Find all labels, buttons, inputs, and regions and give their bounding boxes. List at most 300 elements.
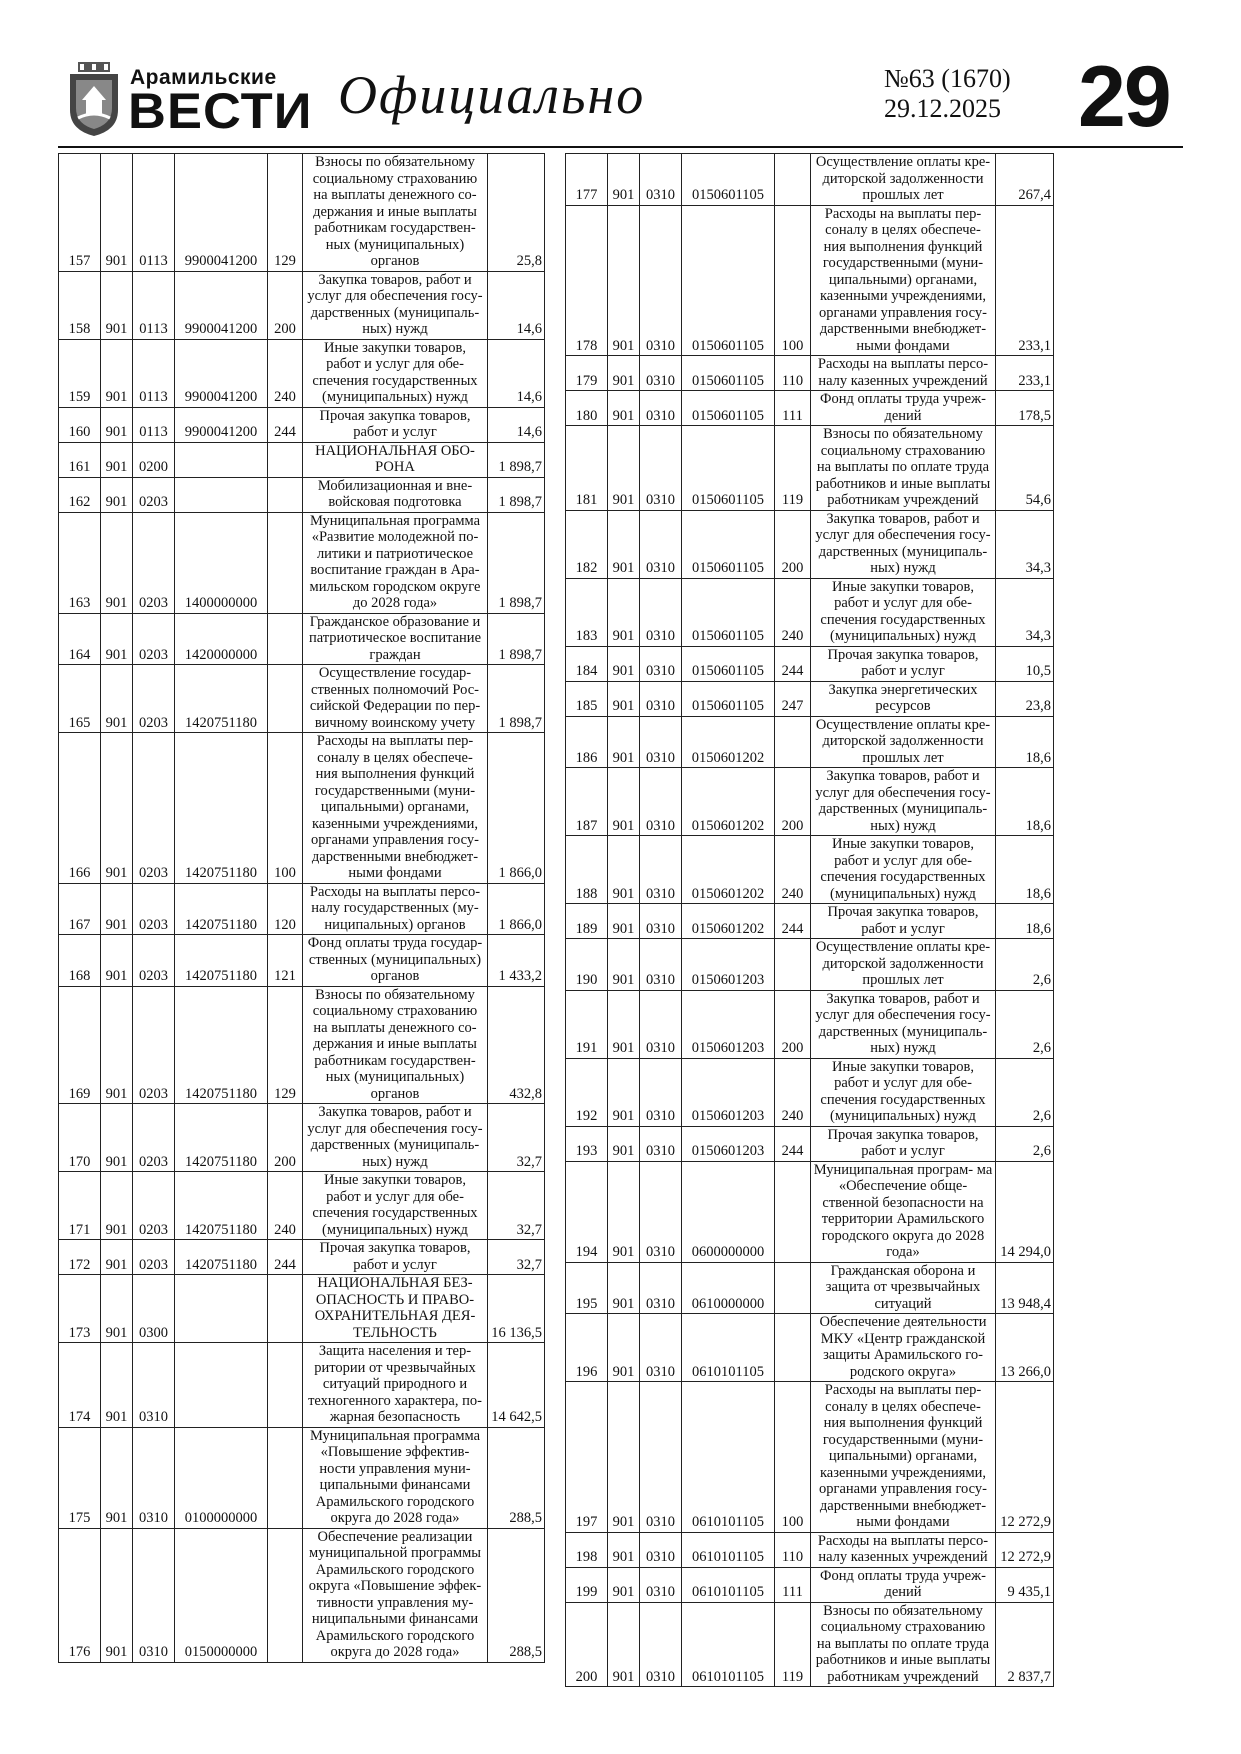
description-cell: Закупка товаров, работ и услуг для обеспечения госу- дарственных (муниципаль- ных) нужд xyxy=(303,1104,488,1172)
row-number-cell: 161 xyxy=(59,442,101,477)
table-row xyxy=(566,716,1054,768)
issue-info xyxy=(884,64,1011,124)
section-code-cell: 0310 xyxy=(640,1382,682,1533)
section-code-cell: 0113 xyxy=(133,407,175,442)
ministry-code-cell: 901 xyxy=(608,205,640,356)
description-cell: Закупка товаров, работ и услуг для обеспечения госу- дарственных (муниципаль- ных) нужд xyxy=(303,271,488,339)
target-article-cell: 1420000000 xyxy=(175,613,268,665)
amount-cell: 1 433,2 xyxy=(488,935,545,987)
table-row xyxy=(59,339,545,407)
row-number-cell: 172 xyxy=(59,1240,101,1275)
table-row xyxy=(59,1104,545,1172)
ministry-code-cell: 901 xyxy=(608,1262,640,1314)
description-cell: Прочая закупка товаров, работ и услуг xyxy=(811,1126,996,1161)
row-number-cell: 189 xyxy=(566,904,608,939)
table-row xyxy=(59,154,545,272)
ministry-code-cell: 901 xyxy=(101,1240,133,1275)
section-code-cell: 0203 xyxy=(133,1172,175,1240)
description-cell: Закупка энергетических ресурсов xyxy=(811,681,996,716)
ministry-code-cell: 901 xyxy=(101,339,133,407)
description-cell: Расходы на выплаты персо- налу казенных учреждений xyxy=(811,356,996,391)
logo-wordmark-top: Арамильские xyxy=(130,66,277,89)
row-number-cell: 163 xyxy=(59,512,101,613)
expense-type-cell xyxy=(268,1275,303,1343)
expense-type-cell: 247 xyxy=(775,681,811,716)
amount-cell: 1 866,0 xyxy=(488,883,545,935)
ministry-code-cell: 901 xyxy=(608,356,640,391)
section-code-cell: 0310 xyxy=(640,1532,682,1567)
row-number-cell: 169 xyxy=(59,986,101,1104)
amount-cell: 23,8 xyxy=(996,681,1054,716)
expense-type-cell: 129 xyxy=(268,154,303,272)
description-cell: Осуществление оплаты кре- диторской задолженности прошлых лет xyxy=(811,716,996,768)
target-article-cell: 9900041200 xyxy=(175,407,268,442)
amount-cell: 9 435,1 xyxy=(996,1567,1054,1602)
table-row xyxy=(566,1602,1054,1687)
expense-type-cell: 129 xyxy=(268,986,303,1104)
target-article-cell: 0150601105 xyxy=(682,578,775,646)
target-article-cell: 0150601105 xyxy=(682,356,775,391)
row-number-cell: 164 xyxy=(59,613,101,665)
table-row xyxy=(59,613,545,665)
section-code-cell: 0203 xyxy=(133,935,175,987)
table-row xyxy=(59,512,545,613)
row-number-cell: 166 xyxy=(59,733,101,884)
ministry-code-cell: 901 xyxy=(101,512,133,613)
description-cell: Закупка товаров, работ и услуг для обеспечения госу- дарственных (муниципаль- ных) нужд xyxy=(811,510,996,578)
ministry-code-cell: 901 xyxy=(608,836,640,904)
amount-cell: 32,7 xyxy=(488,1172,545,1240)
description-cell: Фонд оплаты труда учреж- дений xyxy=(811,391,996,426)
row-number-cell: 177 xyxy=(566,154,608,206)
target-article-cell: 0150601105 xyxy=(682,646,775,681)
ministry-code-cell: 901 xyxy=(608,1532,640,1567)
table-row xyxy=(566,1262,1054,1314)
table-row xyxy=(566,939,1054,991)
budget-table-right xyxy=(565,153,1054,1687)
section-code-cell: 0310 xyxy=(133,1427,175,1528)
expense-type-cell xyxy=(775,1262,811,1314)
target-article-cell: 1400000000 xyxy=(175,512,268,613)
table-row xyxy=(59,1528,545,1662)
description-cell: Иные закупки товаров, работ и услуг для обе- спечения государственных (муниципальных) нужд xyxy=(303,1172,488,1240)
amount-cell: 34,3 xyxy=(996,578,1054,646)
target-article-cell xyxy=(175,442,268,477)
expense-type-cell: 244 xyxy=(268,407,303,442)
target-article-cell: 0150601203 xyxy=(682,1058,775,1126)
table-row xyxy=(566,1161,1054,1262)
ministry-code-cell: 901 xyxy=(608,1314,640,1382)
amount-cell: 16 136,5 xyxy=(488,1275,545,1343)
row-number-cell: 171 xyxy=(59,1172,101,1240)
amount-cell: 10,5 xyxy=(996,646,1054,681)
ministry-code-cell: 901 xyxy=(608,904,640,939)
row-number-cell: 162 xyxy=(59,477,101,512)
section-code-cell: 0310 xyxy=(640,510,682,578)
description-cell: Взносы по обязательному социальному страхованию на выплаты по оплате труда работников и иные выплаты работникам учреждений xyxy=(811,1602,996,1687)
amount-cell: 18,6 xyxy=(996,904,1054,939)
section-code-cell: 0200 xyxy=(133,442,175,477)
row-number-cell: 168 xyxy=(59,935,101,987)
amount-cell: 12 272,9 xyxy=(996,1532,1054,1567)
table-row xyxy=(59,1275,545,1343)
target-article-cell: 0150601105 xyxy=(682,391,775,426)
amount-cell: 18,6 xyxy=(996,716,1054,768)
section-code-cell: 0310 xyxy=(640,1126,682,1161)
table-row xyxy=(59,733,545,884)
target-article-cell: 1420751180 xyxy=(175,986,268,1104)
expense-type-cell: 244 xyxy=(775,646,811,681)
amount-cell: 432,8 xyxy=(488,986,545,1104)
row-number-cell: 187 xyxy=(566,768,608,836)
section-code-cell: 0310 xyxy=(640,939,682,991)
table-row xyxy=(566,1126,1054,1161)
ministry-code-cell: 901 xyxy=(101,271,133,339)
ministry-code-cell: 901 xyxy=(101,154,133,272)
target-article-cell: 1420751180 xyxy=(175,1240,268,1275)
expense-type-cell xyxy=(268,442,303,477)
target-article-cell: 1420751180 xyxy=(175,935,268,987)
amount-cell: 13 266,0 xyxy=(996,1314,1054,1382)
amount-cell: 233,1 xyxy=(996,356,1054,391)
row-number-cell: 185 xyxy=(566,681,608,716)
table-row xyxy=(566,391,1054,426)
row-number-cell: 194 xyxy=(566,1161,608,1262)
target-article-cell: 0150601105 xyxy=(682,205,775,356)
amount-cell: 2,6 xyxy=(996,1058,1054,1126)
section-title: Официально xyxy=(338,65,646,125)
target-article-cell: 9900041200 xyxy=(175,154,268,272)
row-number-cell: 199 xyxy=(566,1567,608,1602)
table-row xyxy=(566,356,1054,391)
section-code-cell: 0310 xyxy=(640,716,682,768)
expense-type-cell: 240 xyxy=(268,1172,303,1240)
ministry-code-cell: 901 xyxy=(101,1343,133,1428)
description-cell: Осуществление оплаты кре- диторской задолженности прошлых лет xyxy=(811,939,996,991)
ministry-code-cell: 901 xyxy=(608,768,640,836)
amount-cell: 18,6 xyxy=(996,836,1054,904)
description-cell: Прочая закупка товаров, работ и услуг xyxy=(811,646,996,681)
target-article-cell: 9900041200 xyxy=(175,339,268,407)
section-code-cell: 0310 xyxy=(640,391,682,426)
masthead xyxy=(58,49,1183,145)
amount-cell: 1 898,7 xyxy=(488,477,545,512)
table-row xyxy=(566,646,1054,681)
expense-type-cell xyxy=(268,512,303,613)
ministry-code-cell: 901 xyxy=(608,716,640,768)
table-row xyxy=(59,883,545,935)
expense-type-cell xyxy=(268,1528,303,1662)
description-cell: Обеспечение реализации муниципальной программы Арамильского городского округа «Повышение эффек- тивности управления му- ниципальными финансами Арамильского городского округа до 2028 года» xyxy=(303,1528,488,1662)
amount-cell: 14 642,5 xyxy=(488,1343,545,1428)
target-article-cell: 0610101105 xyxy=(682,1567,775,1602)
ministry-code-cell: 901 xyxy=(608,990,640,1058)
description-cell: Закупка товаров, работ и услуг для обеспечения госу- дарственных (муниципаль- ных) нужд xyxy=(811,768,996,836)
table-row xyxy=(566,1314,1054,1382)
expense-type-cell xyxy=(775,716,811,768)
target-article-cell: 1420751180 xyxy=(175,883,268,935)
target-article-cell: 0600000000 xyxy=(682,1161,775,1262)
target-article-cell: 0100000000 xyxy=(175,1427,268,1528)
ministry-code-cell: 901 xyxy=(101,1172,133,1240)
section-code-cell: 0310 xyxy=(640,1567,682,1602)
section-code-cell: 0203 xyxy=(133,986,175,1104)
description-cell: Расходы на выплаты пер- соналу в целях обеспече- ния выполнения функций государственными (муни- ципальными) органами, казенными учреждениями, органами управления госу- дарственными внебюджет- ными фондами xyxy=(811,1382,996,1533)
amount-cell: 288,5 xyxy=(488,1427,545,1528)
amount-cell: 178,5 xyxy=(996,391,1054,426)
section-code-cell: 0310 xyxy=(640,1262,682,1314)
target-article-cell: 0610101105 xyxy=(682,1314,775,1382)
table-row xyxy=(566,990,1054,1058)
section-code-cell: 0203 xyxy=(133,665,175,733)
newspaper-logo[interactable] xyxy=(64,60,313,140)
expense-type-cell xyxy=(268,1343,303,1428)
target-article-cell: 0610000000 xyxy=(682,1262,775,1314)
description-cell: НАЦИОНАЛЬНАЯ БЕЗ- ОПАСНОСТЬ И ПРАВО- ОХРАНИТЕЛЬНАЯ ДЕЯ- ТЕЛЬНОСТЬ xyxy=(303,1275,488,1343)
description-cell: Фонд оплаты труда учреж- дений xyxy=(811,1567,996,1602)
amount-cell: 32,7 xyxy=(488,1240,545,1275)
row-number-cell: 178 xyxy=(566,205,608,356)
amount-cell: 13 948,4 xyxy=(996,1262,1054,1314)
table-row xyxy=(566,904,1054,939)
target-article-cell: 0150601203 xyxy=(682,990,775,1058)
table-row xyxy=(566,426,1054,511)
description-cell: Расходы на выплаты пер- соналу в целях обеспече- ния выполнения функций государственными (муни- ципальными) органами, казенными учреждениями, органами управления госу- дарственными внебюджет- ными фондами xyxy=(303,733,488,884)
amount-cell: 2,6 xyxy=(996,939,1054,991)
expense-type-cell: 200 xyxy=(775,768,811,836)
description-cell: Иные закупки товаров, работ и услуг для обе- спечения государственных (муниципальных) нужд xyxy=(811,1058,996,1126)
amount-cell: 14,6 xyxy=(488,407,545,442)
row-number-cell: 192 xyxy=(566,1058,608,1126)
table-row xyxy=(59,1240,545,1275)
row-number-cell: 183 xyxy=(566,578,608,646)
description-cell: Взносы по обязательному социальному страхованию на выплаты денежного со- держания и иные выплаты работникам государствен- ных (муниципальных) органов xyxy=(303,986,488,1104)
section-code-cell: 0113 xyxy=(133,271,175,339)
target-article-cell: 0150601105 xyxy=(682,154,775,206)
amount-cell: 54,6 xyxy=(996,426,1054,511)
ministry-code-cell: 901 xyxy=(608,1126,640,1161)
row-number-cell: 160 xyxy=(59,407,101,442)
ministry-code-cell: 901 xyxy=(101,442,133,477)
table-row xyxy=(566,1382,1054,1533)
row-number-cell: 165 xyxy=(59,665,101,733)
table-row xyxy=(59,1343,545,1428)
section-code-cell: 0203 xyxy=(133,733,175,884)
description-cell: Иные закупки товаров, работ и услуг для обе- спечения государственных (муниципальных) нужд xyxy=(811,578,996,646)
section-code-cell: 0310 xyxy=(640,1602,682,1687)
ministry-code-cell: 901 xyxy=(608,1058,640,1126)
expense-type-cell xyxy=(268,613,303,665)
issue-date: 29.12.2025 xyxy=(884,94,1001,123)
description-cell: Фонд оплаты труда государ- ственных (муниципальных) органов xyxy=(303,935,488,987)
amount-cell: 288,5 xyxy=(488,1528,545,1662)
ministry-code-cell: 901 xyxy=(608,1161,640,1262)
table-row xyxy=(59,442,545,477)
ministry-code-cell: 901 xyxy=(608,1602,640,1687)
section-code-cell: 0310 xyxy=(640,1314,682,1382)
target-article-cell: 1420751180 xyxy=(175,733,268,884)
expense-type-cell: 100 xyxy=(775,1382,811,1533)
table-row xyxy=(566,510,1054,578)
section-code-cell: 0310 xyxy=(640,1161,682,1262)
ministry-code-cell: 901 xyxy=(608,426,640,511)
target-article-cell: 0150601105 xyxy=(682,510,775,578)
expense-type-cell: 100 xyxy=(268,733,303,884)
ministry-code-cell: 901 xyxy=(608,578,640,646)
ministry-code-cell: 901 xyxy=(608,391,640,426)
expense-type-cell: 121 xyxy=(268,935,303,987)
section-code-cell: 0310 xyxy=(640,990,682,1058)
amount-cell: 2,6 xyxy=(996,1126,1054,1161)
city-coat-of-arms-icon xyxy=(64,60,124,138)
ministry-code-cell: 901 xyxy=(101,613,133,665)
expense-type-cell: 100 xyxy=(775,205,811,356)
section-code-cell: 0310 xyxy=(640,578,682,646)
section-code-cell: 0113 xyxy=(133,154,175,272)
row-number-cell: 195 xyxy=(566,1262,608,1314)
expense-type-cell xyxy=(268,665,303,733)
expense-type-cell xyxy=(775,1161,811,1262)
target-article-cell: 0150000000 xyxy=(175,1528,268,1662)
description-cell: Защита населения и тер- ритории от чрезвычайных ситуаций природного и техногенного характера, по- жарная безопасность xyxy=(303,1343,488,1428)
section-code-cell: 0203 xyxy=(133,883,175,935)
section-code-cell: 0310 xyxy=(640,768,682,836)
ministry-code-cell: 901 xyxy=(608,510,640,578)
table-row xyxy=(566,154,1054,206)
row-number-cell: 179 xyxy=(566,356,608,391)
target-article-cell: 0150601203 xyxy=(682,939,775,991)
target-article-cell: 0150601105 xyxy=(682,681,775,716)
expense-type-cell: 240 xyxy=(268,339,303,407)
row-number-cell: 186 xyxy=(566,716,608,768)
row-number-cell: 158 xyxy=(59,271,101,339)
amount-cell: 32,7 xyxy=(488,1104,545,1172)
description-cell: Прочая закупка товаров, работ и услуг xyxy=(303,1240,488,1275)
section-code-cell: 0203 xyxy=(133,1104,175,1172)
ministry-code-cell: 901 xyxy=(608,1567,640,1602)
expense-type-cell: 200 xyxy=(775,990,811,1058)
table-row xyxy=(566,836,1054,904)
expense-type-cell: 244 xyxy=(775,1126,811,1161)
table-row xyxy=(566,768,1054,836)
expense-type-cell: 110 xyxy=(775,356,811,391)
expense-type-cell: 119 xyxy=(775,1602,811,1687)
description-cell: Иные закупки товаров, работ и услуг для обе- спечения государственных (муниципальных) нужд xyxy=(811,836,996,904)
expense-type-cell: 240 xyxy=(775,578,811,646)
target-article-cell: 0150601202 xyxy=(682,904,775,939)
target-article-cell: 0610101105 xyxy=(682,1602,775,1687)
expense-type-cell: 111 xyxy=(775,391,811,426)
section-code-cell: 0310 xyxy=(640,681,682,716)
description-cell: НАЦИОНАЛЬНАЯ ОБО- РОНА xyxy=(303,442,488,477)
table-row xyxy=(59,1427,545,1528)
target-article-cell: 0150601202 xyxy=(682,836,775,904)
table-row xyxy=(566,1567,1054,1602)
table-row xyxy=(566,205,1054,356)
section-code-cell: 0310 xyxy=(133,1343,175,1428)
description-cell: Взносы по обязательному социальному страхованию на выплаты денежного со- держания и иные выплаты работникам государствен- ных (муниципальных) органов xyxy=(303,154,488,272)
description-cell: Гражданское образование и патриотическое воспитание граждан xyxy=(303,613,488,665)
ministry-code-cell: 901 xyxy=(101,477,133,512)
ministry-code-cell: 901 xyxy=(101,1528,133,1662)
target-article-cell: 1420751180 xyxy=(175,1104,268,1172)
table-row xyxy=(59,271,545,339)
expense-type-cell: 120 xyxy=(268,883,303,935)
amount-cell: 1 898,7 xyxy=(488,512,545,613)
section-code-cell: 0310 xyxy=(133,1528,175,1662)
row-number-cell: 193 xyxy=(566,1126,608,1161)
section-code-cell: 0310 xyxy=(640,205,682,356)
description-cell: Обеспечение деятельности МКУ «Центр гражданской защиты Арамильского го- родского округа» xyxy=(811,1314,996,1382)
expense-type-cell: 200 xyxy=(268,271,303,339)
amount-cell: 12 272,9 xyxy=(996,1382,1054,1533)
description-cell: Муниципальная программа «Развитие молодежной по- литики и патриотическое воспитание граждан в Ара- мильском городском округе до 2028 года» xyxy=(303,512,488,613)
table-row xyxy=(59,935,545,987)
amount-cell: 25,8 xyxy=(488,154,545,272)
description-cell: Осуществление государ- ственных полномочий Рос- сийской Федерации по пер- вичному воинскому учету xyxy=(303,665,488,733)
description-cell: Прочая закупка товаров, работ и услуг xyxy=(811,904,996,939)
section-code-cell: 0203 xyxy=(133,512,175,613)
expense-type-cell xyxy=(775,154,811,206)
row-number-cell: 191 xyxy=(566,990,608,1058)
ministry-code-cell: 901 xyxy=(101,1104,133,1172)
description-cell: Расходы на выплаты персо- налу государственных (му- ниципальных) органов xyxy=(303,883,488,935)
amount-cell: 267,4 xyxy=(996,154,1054,206)
description-cell: Гражданская оборона и защита от чрезвычайных ситуаций xyxy=(811,1262,996,1314)
description-cell: Осуществление оплаты кре- диторской задолженности прошлых лет xyxy=(811,154,996,206)
amount-cell: 18,6 xyxy=(996,768,1054,836)
amount-cell: 1 898,7 xyxy=(488,442,545,477)
ministry-code-cell: 901 xyxy=(608,154,640,206)
amount-cell: 14,6 xyxy=(488,339,545,407)
target-article-cell: 0610101105 xyxy=(682,1532,775,1567)
description-cell: Иные закупки товаров, работ и услуг для обе- спечения государственных (муниципальных) нужд xyxy=(303,339,488,407)
row-number-cell: 159 xyxy=(59,339,101,407)
ministry-code-cell: 901 xyxy=(608,681,640,716)
expense-type-cell: 200 xyxy=(775,510,811,578)
amount-cell: 2 837,7 xyxy=(996,1602,1054,1687)
target-article-cell: 0150601202 xyxy=(682,768,775,836)
target-article-cell xyxy=(175,1343,268,1428)
page-number: 29 xyxy=(1078,49,1170,145)
expense-type-cell: 244 xyxy=(268,1240,303,1275)
table-row xyxy=(566,578,1054,646)
table-row xyxy=(566,681,1054,716)
expense-type-cell xyxy=(775,939,811,991)
amount-cell: 233,1 xyxy=(996,205,1054,356)
budget-table-left xyxy=(58,153,545,1663)
target-article-cell: 9900041200 xyxy=(175,271,268,339)
ministry-code-cell: 901 xyxy=(101,1427,133,1528)
section-code-cell: 0203 xyxy=(133,1240,175,1275)
row-number-cell: 176 xyxy=(59,1528,101,1662)
ministry-code-cell: 901 xyxy=(101,986,133,1104)
target-article-cell xyxy=(175,477,268,512)
section-code-cell: 0300 xyxy=(133,1275,175,1343)
logo-wordmark-main: ВЕСТИ xyxy=(128,83,313,139)
section-code-cell: 0310 xyxy=(640,836,682,904)
ministry-code-cell: 901 xyxy=(608,939,640,991)
ministry-code-cell: 901 xyxy=(101,1275,133,1343)
row-number-cell: 175 xyxy=(59,1427,101,1528)
ministry-code-cell: 901 xyxy=(608,1382,640,1533)
target-article-cell: 0610101105 xyxy=(682,1382,775,1533)
section-code-cell: 0310 xyxy=(640,904,682,939)
expense-type-cell xyxy=(268,477,303,512)
table-row xyxy=(59,986,545,1104)
description-cell: Расходы на выплаты пер- соналу в целях обеспече- ния выполнения функций государственными (муни- ципальными) органами, казенными учреждениями, органами управления госу- дарственными внебюджет- ными фондами xyxy=(811,205,996,356)
target-article-cell: 0150601202 xyxy=(682,716,775,768)
